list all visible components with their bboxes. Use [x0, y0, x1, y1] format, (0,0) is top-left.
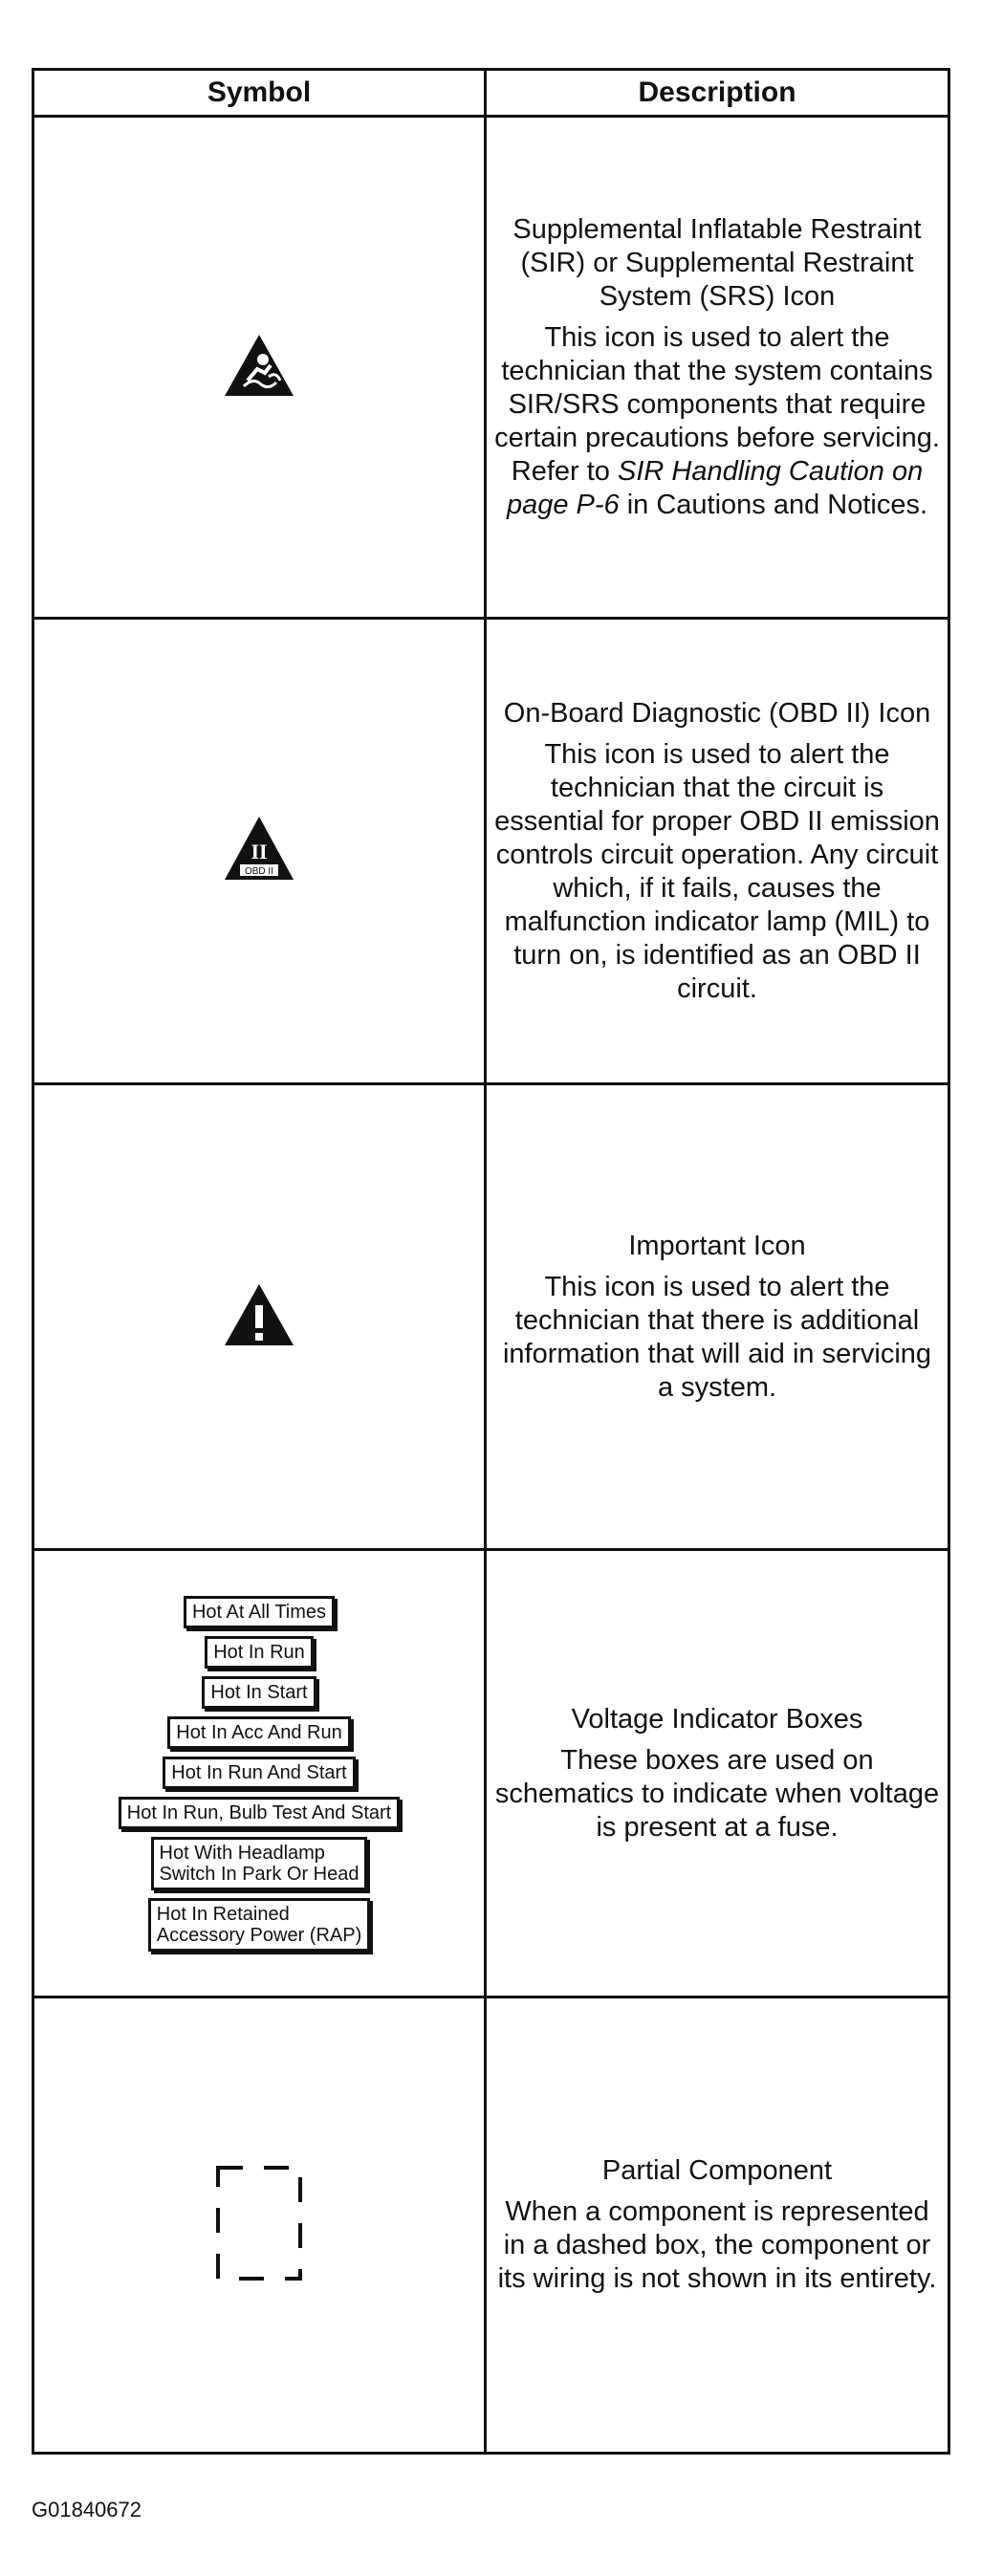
- partial-component-dashed-box: [207, 2156, 312, 2290]
- obd-ii-warning-icon: [221, 813, 297, 885]
- description-cell: [486, 619, 949, 1084]
- description-body: This icon is used to alert the technician that there is additional information that will aid in servicing a system.: [502, 1271, 932, 1403]
- description-body: This icon is used to alert the technician that the circuit is essential for proper OBD II emission controls circuit operation. Any circuit which, if it fails, causes the malfunction indicator lamp (MIL) to turn on, is identified as an OBD II circuit.: [494, 738, 940, 1004]
- symbol-cell: [33, 1997, 486, 2454]
- important-exclamation-icon: [221, 1280, 297, 1349]
- voltage-indicator-box: Hot In Retained Accessory Power (RAP): [148, 1898, 371, 1952]
- table-row: [33, 1084, 949, 1550]
- table-row: [33, 619, 949, 1084]
- voltage-indicator-box: Hot In Run: [205, 1636, 314, 1669]
- voltage-indicator-box: Hot In Start: [202, 1676, 316, 1709]
- figure-code: G01840672: [32, 2498, 142, 2521]
- description-body: These boxes are used on schematics to indicate when voltage is present at a fuse.: [494, 1744, 940, 1843]
- header-symbol: Symbol: [33, 70, 486, 117]
- reference-link-text: SIR Handling Caution on page P-6: [506, 455, 924, 520]
- symbol-cell: [33, 1084, 486, 1550]
- description-title: Supplemental Inflatable Restraint (SIR) or Supplemental Restraint System (SRS) Icon: [512, 213, 922, 312]
- table-header-row: [33, 70, 949, 117]
- symbol-cell: [33, 619, 486, 1084]
- description-title: On-Board Diagnostic (OBD II) Icon: [503, 697, 931, 729]
- voltage-indicator-box: Hot At All Times: [184, 1596, 335, 1628]
- description-title: Partial Component: [601, 2155, 833, 2186]
- description-body: This icon is used to alert the technician that the system contains SIR/SRS components that require certain precautions before servicing. Refer to SIR Handling Caution on page P-6 in Cautions and Notices.: [494, 321, 940, 520]
- symbol-cell: [33, 1550, 486, 1997]
- table-row: [33, 117, 949, 619]
- header-description: Description: [486, 70, 949, 117]
- table-row: [33, 1550, 949, 1997]
- sir-airbag-warning-icon: [221, 331, 297, 400]
- voltage-indicator-box: Hot With Headlamp Switch In Park Or Head: [151, 1837, 368, 1890]
- voltage-indicator-box: Hot In Run And Start: [163, 1757, 355, 1789]
- svg-text:II: II: [251, 839, 268, 863]
- symbol-cell: [33, 117, 486, 619]
- voltage-indicator-box: Hot In Acc And Run: [167, 1716, 350, 1749]
- description-title: Important Icon: [628, 1230, 806, 1261]
- description-cell: [486, 1997, 949, 2454]
- description-body: When a component is represented in a dashed box, the component or its wiring is not shown in its entirety.: [497, 2196, 937, 2294]
- description-title: Voltage Indicator Boxes: [571, 1703, 863, 1735]
- description-cell: [486, 1550, 949, 1997]
- svg-text:OBD II: OBD II: [244, 865, 274, 877]
- voltage-indicator-box: Hot In Run, Bulb Test And Start: [119, 1797, 400, 1829]
- voltage-box-list: [34, 1596, 484, 1952]
- table-row: [33, 1997, 949, 2454]
- description-cell: [486, 117, 949, 619]
- description-cell: [486, 1084, 949, 1550]
- symbol-table: [32, 68, 950, 2455]
